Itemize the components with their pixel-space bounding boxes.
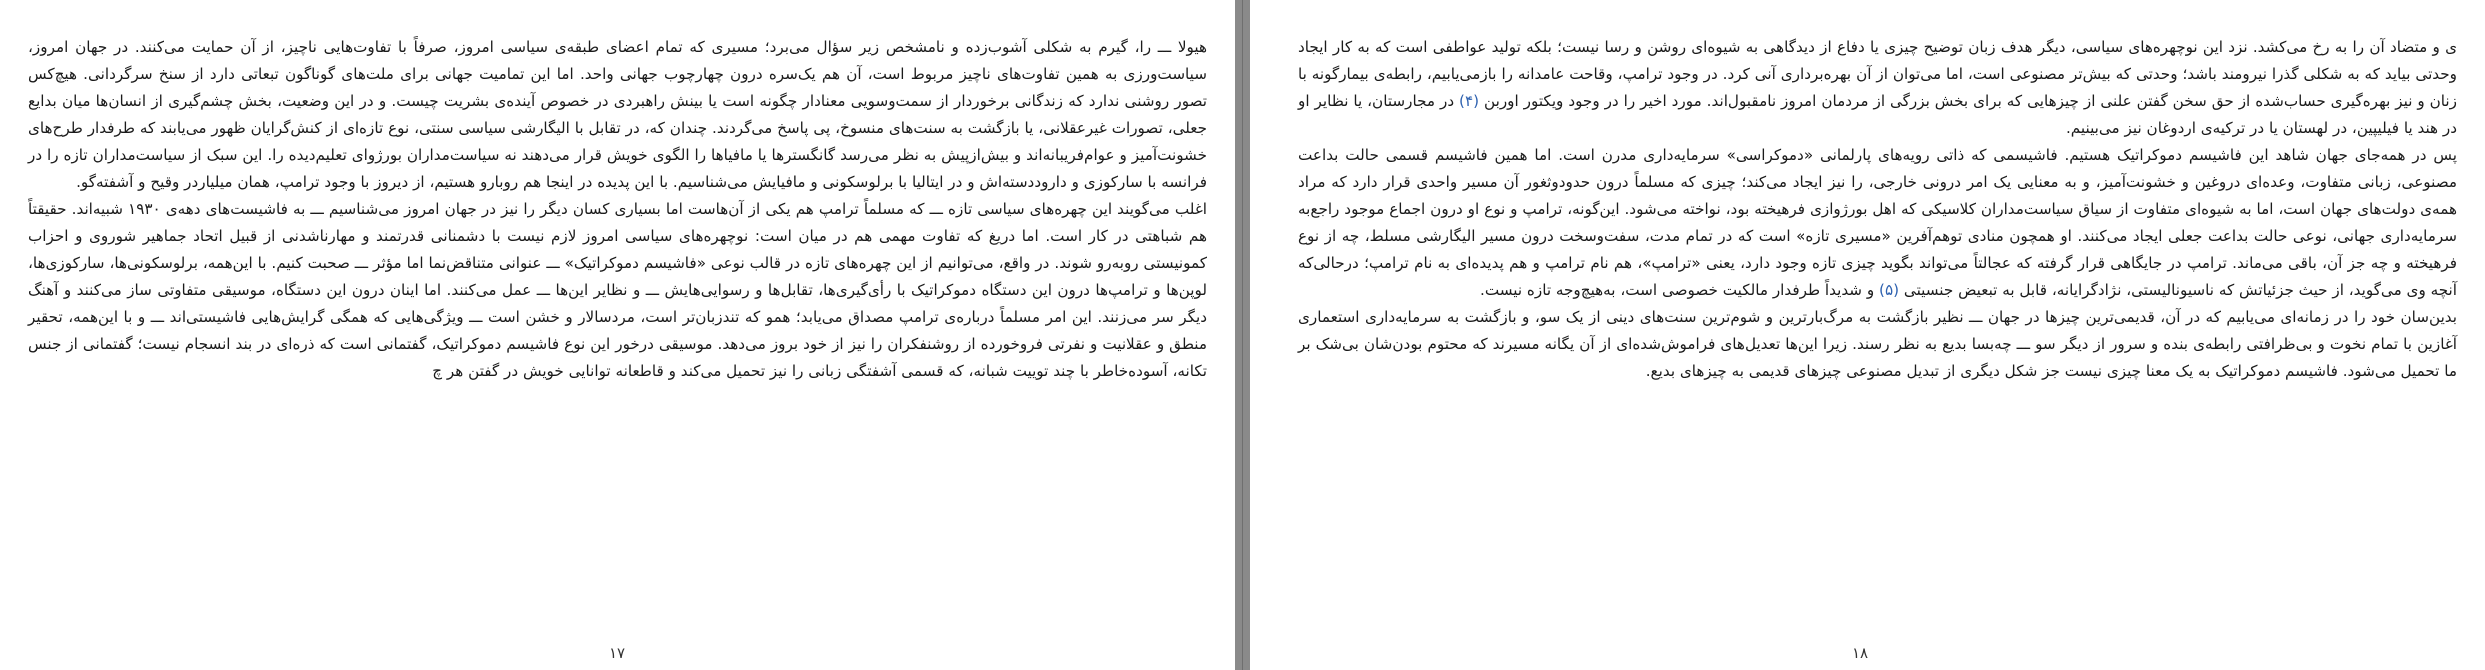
footnote-reference-4[interactable]: (۴) xyxy=(1459,92,1480,110)
right-page-body xyxy=(1298,34,2457,385)
gutter-line xyxy=(1242,0,1243,670)
book-gutter xyxy=(1235,0,1250,670)
left-paragraph-2: اغلب می‌گویند این چهره‌های سیاسی تازه ـــ که مسلماً ترامپ هم یکی از آن‌هاست اما بسیاری کسان دیگر را نیز در جهان امروز می‌شناسیم ـــ به فاشیست‌های دهه‌ی ۱۹۳۰ شبیه‌اند. حقیقتاً هم شباهتی در کار است. اما دریغ که تفاوت مهمی هم در میان است: نوچهره‌های سیاسی امروز لازم نیست با دشمنانی قدرتمند و مهارناشدنی از قبیل اتحاد جماهیر شوروی و احزاب کمونیستی روبه‌رو شوند. در واقع، می‌توانیم از این چهره‌های تازه در قالب نوعی «فاشیسم دموکراتیک» ـــ عنوانی متناقض‌نما اما مؤثر ـــ صحبت کنیم. با این‌همه، برلوسکونی‌ها، سارکوزی‌ها، لوپن‌ها و ترامپ‌ها درون این دستگاه دموکراتیک با رأی‌گیری‌ها، تقابل‌ها و رسوایی‌هایش ـــ و نظایر این‌ها ـــ عمل می‌کنند. اما اینان درون این دستگاه، موسیقی متفاوتی ساز می‌کنند و آهنگ دیگر سر می‌زنند. این امر مسلماً درباره‌ی ترامپ مصداق می‌یابد؛ همو که تندزبان‌تر است، مردسالار و خشن است ـــ ویژگی‌هایی که همگی گرایش‌هایی فاشیستی‌اند ـــ و با این‌همه، تحقیر منطق و عقلانیت و نفرتی فروخورده از روشنفکران را نیز از خود بروز می‌دهد. موسیقی درخور این نوع فاشیسم دموکراتیک، گفتمانی است که ذره‌ای در بند انسجام نیست؛ گفتمانی از جنس تکانه، آسوده‌خاطر با چند توییت شبانه، که قسمی آشفتگی زبانی را نیز تحمیل می‌کند و قاطعانه توانایی خویش در گفتن هر چ xyxy=(28,200,1207,380)
page-number-left: ۱۷ xyxy=(608,644,626,662)
right-paragraph-1-text-b: در مجارستان، یا نظایر او در هند یا فیلیپین، در لهستان یا در ترکیه‌ی اردوغان نیز می‌بینیم. xyxy=(1298,92,2457,137)
footnote-reference-5[interactable]: (۵) xyxy=(1879,281,1900,299)
right-paragraph-1 xyxy=(1298,34,2457,142)
right-paragraph-2-text-b: و شدیداً طرفدار مالکیت خصوصی است، به‌هیچ‌وجه تازه نیست. xyxy=(1480,281,1875,299)
left-page-body xyxy=(28,34,1207,385)
page-number-right: ۱۸ xyxy=(1851,644,1869,662)
right-paragraph-2-text-a: پس در همه‌جای جهان شاهد این فاشیسم دموکراتیک هستیم. فاشیسمی که ذاتی رویه‌های پارلمانی «دموکراسی» سرمایه‌داری مدرن است. اما همین فاشیسم قسمی حالت بداعت مصنوعی، زبانی متفاوت، وعده‌ای دروغین و خشونت‌آمیز، و به معنایی یک امر درونی خارجی، را نیز ایجاد می‌کند؛ چیزی که مسلماً درون حدودوثغور آن مسیر واحدی قرار دارد که مراد همه‌ی دولت‌های جهان است، اما به شیوه‌ای متفاوت از سیاق سیاست‌مداران کلاسیکی که اهل بورژوازی فرهیخته بود، نواخته می‌شود. این‌گونه، ترامپ و نوع او درون اجماع موجود راجع‌به سرمایه‌داری جهانی، نوعی حالت بداعت جعلی ایجاد می‌کنند. او همچون منادی توهم‌آفرین «مسیری تازه» است که در تمام مدت، سفت‌وسخت درون مسیر الیگارشی مسلط، چه از نوع فرهیخته و چه جز آن، باقی می‌ماند. ترامپ در جایگاهی قرار گرفته که عجالتاً می‌تواند بگوید چیزی تازه وجود دارد، یعنی «ترامپ»، هم نام ترامپ و هم پدیده‌ای به نام ترامپ؛ درحالی‌که آنچه وی می‌گوید، از حیث جزئیاتش که ناسیونالیستی، نژادگرایانه، قابل به تبعیض جنسیتی xyxy=(1298,146,2457,299)
left-page xyxy=(0,0,1235,670)
right-paragraph-1-text-a: ی و متضاد آن را به رخ می‌کشد. نزد این نوچهره‌های سیاسی، دیگر هدف زبان توضیح چیزی یا دفاع از دیدگاهی به شیوه‌ای روشن و رسا نیست؛ بلکه تولید عواطفی است که به کار ایجاد وحدتی بیاید که به شکلی گذرا نیرومند باشد؛ وحدتی که بیش‌تر مصنوعی است، اما می‌توان از آن بهره‌برداری آنی کرد. در وجود ترامپ، وقاحت عامدانه را بازمی‌یابیم، رابطه‌ی بیمارگونه با زنان و نیز بهره‌گیری حساب‌شده از حق سخن گفتن علنی از چیزهایی که برای بخش بزرگی از مردمان امروز نامقبول‌اند. مورد اخیر را در وجود ویکتور اوربن xyxy=(1298,38,2457,110)
right-paragraph-2 xyxy=(1298,142,2457,304)
left-paragraph-1: هیولا ـــ را، گیرم به شکلی آشوب‌زده و نامشخص زیر سؤال می‌برد؛ مسیری که تمام اعضای طبقه‌ی سیاسی امروز، صرفاً با تفاوت‌هایی ناچیز، از آن حمایت می‌کنند. در جهان امروز، سیاست‌ورزی به همین تفاوت‌های ناچیز مربوط است، آن هم یک‌سره درون چهارچوب جهانی واحد. اما این تمامیت جهانی برای ملت‌های گوناگون تبعاتی دارد از سنخ سرگردانی. هیچ‌کس تصور روشنی ندارد که زندگانی برخوردار از سمت‌وسویی معنادار چگونه است یا بینش راهبردی در خصوص آینده‌ی بشریت چیست. و در این وضعیت، بخش چشم‌گیری از انسان‌ها میان بدایع جعلی، تصورات غیرعقلانی، یا بازگشت به سنت‌های منسوخ، پی پاسخ می‌گردند. چندان که، در تقابل با الیگارشی سیاسی سنتی، نوع تازه‌ای از کنش‌گرایان ظهور می‌یابند که طرفدار طرح‌های خشونت‌آمیز و عوام‌فریبانه‌اند و بیش‌ازپیش به نظر می‌رسد گانگسترها یا مافیاها را الگوی خویش قرار می‌دهند نه سیاست‌مداران بورژوای تعلیم‌دیده را. این سبک از سیاست‌مداران تازه را در فرانسه با سارکوزی و داروددسته‌اش و در ایتالیا با برلوسکونی و مافیایش می‌شناسیم. با این پدیده در اینجا هم روبارو هستیم، از دیروز با وجود ترامپ، همان میلیاردر وقیح و آشفته‌گو. xyxy=(28,38,1207,191)
right-page xyxy=(1250,0,2485,670)
right-paragraph-3-text: بدین‌سان خود را در زمانه‌ای می‌یابیم که در آن، قدیمی‌ترین چیزها در جهان ـــ نظیر بازگشت به مرگ‌بارترین و شوم‌ترین سنت‌های دینی از یک سو، و بازگشت به سرمایه‌داری استعماری آغازین با تمام نخوت و بی‌ظرافتی رابطه‌ی بنده و سرور از دیگر سو ـــ چه‌بسا بدیع به نظر رسند. زیرا این‌ها تعدیل‌های فراموش‌شده‌ای از آن یگانه مسیرند که محتوم بودن‌شان بی‌شک بر ما تحمیل می‌شود. فاشیسم دموکراتیک به یک معنا چیزی نیست جز شکل دیگری از تبدیل مصنوعی چیزهای قدیمی به چیزهای بدیع. xyxy=(1298,308,2457,380)
right-paragraph-3 xyxy=(1298,304,2457,385)
